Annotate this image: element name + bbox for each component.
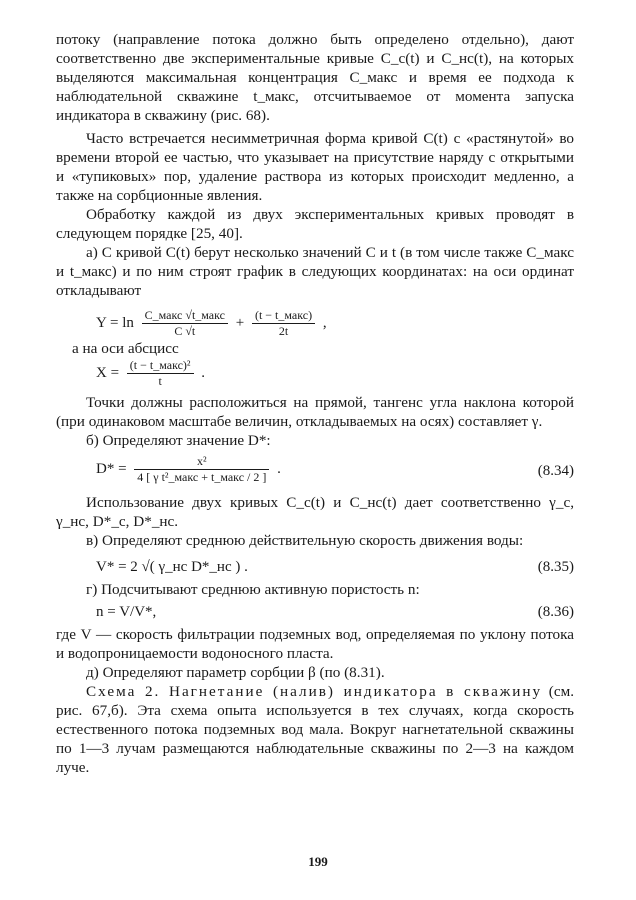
equation-number: (8.34)	[537, 463, 574, 479]
scheme-heading: Схема 2. Нагнетание (налив) индикатора в скважину	[86, 683, 543, 700]
page-body	[56, 30, 574, 777]
eq-y-frac2-den: 2t	[278, 324, 289, 338]
paragraph: а на оси абсцисс	[72, 340, 179, 357]
scheme-text: (см. рис. 67,б). Эта схема опыта используется в тех случаях, когда скорость естественного потока подземных вод мала. Вокруг нагнетательной скважины по 1—3 лучам размещаются наблюдательные скважины по 2—3 на каждом луче.	[56, 683, 574, 776]
eq-y-plus: +	[235, 314, 245, 331]
equation-number: (8.35)	[537, 559, 574, 575]
paragraph: Использование двух кривых C_c(t) и C_нс(t) дает соответственно γ_c, γ_нс, D*_c, D*_нс.	[56, 494, 574, 530]
eq-d-lhs: D* =	[96, 460, 127, 477]
eq-y-end: ,	[322, 314, 327, 331]
equation-v	[56, 554, 574, 580]
paragraph: д) Определяют параметр сорбции β (по (8.31).	[86, 664, 385, 681]
eq-d-end: .	[277, 460, 281, 477]
page-number: 199	[308, 854, 328, 869]
eq-y-frac1-num: C_макс √t_макс	[144, 308, 225, 322]
eq-x-frac-num: (t − t_макс)²	[129, 358, 191, 372]
paragraph: потоку (направление потока должно быть определено отдельно), дают соответственно две экспериментальные кривые C_c(t) и C_нс(t), на которых выделяются максимальная концентрация C_макс и время ее подхода к наблюдательной скважине t_макс, отсчитываемое от момента запуска индикатора в скважину (рис. 68).	[56, 31, 574, 124]
equation-d	[56, 454, 574, 485]
paragraph: в) Определяют среднюю действительную скорость движения воды:	[86, 532, 524, 549]
paragraph: г) Подсчитывают среднюю активную пористость n:	[86, 581, 420, 598]
eq-x-end: .	[201, 364, 206, 381]
eq-x-lhs: X =	[96, 364, 120, 381]
paragraph: Точки должны расположиться на прямой, тангенс угла наклона которой (при одинаковом масштабе величин, откладываемых на осях) составляет γ.	[56, 394, 574, 430]
eq-x-frac-den: t	[158, 374, 162, 388]
paragraph: Обработку каждой из двух экспериментальных кривых проводят в следующем порядке [25, 40].	[56, 206, 574, 242]
eq-d-num: x²	[197, 454, 207, 468]
paragraph: а) С кривой C(t) берут несколько значений C и t (в том числе также C_макс и t_макс) и по ним строят график в следующих координатах: на оси ординат откладывают	[56, 244, 574, 299]
eq-x-frac	[127, 358, 194, 389]
paragraph: где V — скорость фильтрации подземных вод, определяемая по уклону потока и водопроницаемости водоносного пласта.	[56, 626, 574, 662]
equation-n	[56, 603, 574, 625]
eq-y-frac2-num: (t − t_макс)	[254, 308, 313, 322]
equation-x	[56, 358, 574, 389]
eq-y-frac2	[252, 308, 315, 339]
eq-d-frac	[134, 454, 269, 485]
paragraph: б) Определяют значение D*:	[86, 432, 271, 449]
eq-y-lhs: Y = ln	[96, 314, 134, 331]
paragraph: Часто встречается несимметричная форма кривой C(t) с «растянутой» во времени второй ее частью, что указывает на присутствие наряду с открытыми и «тупиковых» пор, удаление раствора из которых происходит медленно, а также на сорбционные явления.	[56, 130, 574, 204]
eq-n-expr: n = V/V*,	[96, 604, 157, 620]
eq-y-frac1	[142, 308, 228, 339]
eq-v-expr: V* = 2 √( γ_нс D*_нс ) .	[96, 559, 248, 575]
equation-number: (8.36)	[537, 604, 574, 620]
equation-y	[56, 308, 574, 339]
eq-y-frac1-den: C √t	[174, 324, 196, 338]
paragraph	[56, 682, 574, 777]
eq-d-den: 4 [ γ t²_макс + t_макс / 2 ]	[137, 470, 267, 484]
